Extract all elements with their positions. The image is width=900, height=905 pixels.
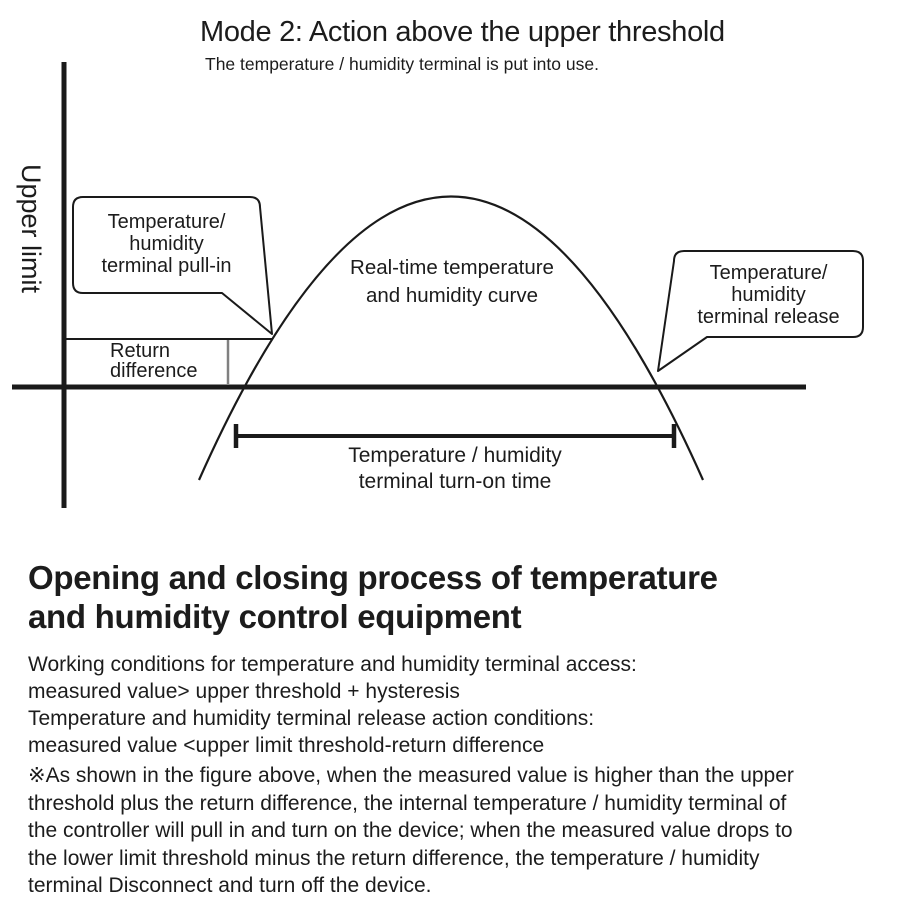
note-line: threshold plus the return difference, the internal temperature / humidity terminal of xyxy=(28,791,787,815)
conditions-text xyxy=(28,651,637,759)
release-bubble-label: Temperature/ humidity terminal release xyxy=(697,262,840,328)
note-line: the lower limit threshold minus the return difference, the temperature / humidity xyxy=(28,846,760,870)
curve-label: Real-time temperature and humidity curve xyxy=(350,256,554,307)
conditions-line: measured value> upper threshold + hysteresis xyxy=(28,680,460,703)
note-line: ※As shown in the figure above, when the measured value is higher than the upper xyxy=(28,764,794,787)
turn-on-time-label: Temperature / humidity terminal turn-on time xyxy=(348,444,562,493)
section-heading: Opening and closing process of temperature and humidity control equipment xyxy=(28,559,718,635)
note-line: the controller will pull in and turn on the device; when the measured value drops to xyxy=(28,819,793,842)
return-difference-label: Return difference xyxy=(110,340,198,382)
page-subtitle: The temperature / humidity terminal is put into use. xyxy=(205,54,599,74)
conditions-line: Working conditions for temperature and humidity terminal access: xyxy=(28,653,637,676)
pull-in-bubble-label: Temperature/ humidity terminal pull-in xyxy=(101,211,232,277)
note-line: terminal Disconnect and turn off the device. xyxy=(28,874,432,897)
conditions-line: Temperature and humidity terminal release action conditions: xyxy=(28,707,595,730)
page-title: Mode 2: Action above the upper threshold xyxy=(200,16,725,48)
conditions-line: measured value <upper limit threshold-return difference xyxy=(28,734,545,757)
y-axis-label: Upper limit xyxy=(16,164,46,294)
note-text xyxy=(28,762,794,900)
